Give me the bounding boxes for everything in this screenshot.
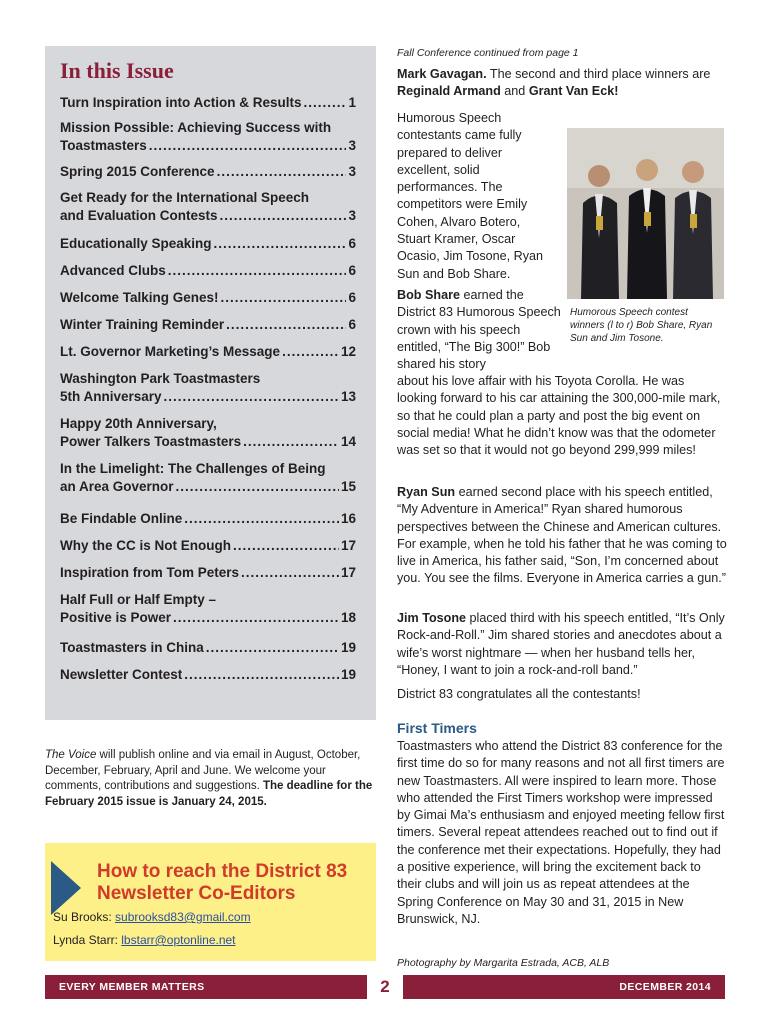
toc-page-number: 3 <box>348 208 356 223</box>
editor-lynda-starr <box>53 933 236 947</box>
toc-item[interactable] <box>60 370 356 406</box>
toc-item-label: Power Talkers Toastmasters <box>60 434 242 449</box>
toc-line <box>60 137 356 155</box>
toc-item[interactable] <box>60 639 356 657</box>
article-intro <box>397 66 727 101</box>
name-reginald-armand: Reginald Armand <box>397 84 501 99</box>
toc-page-number: 3 <box>348 164 356 179</box>
toc-page-number: 17 <box>340 538 356 553</box>
name-grant-van-eck: Grant Van Eck! <box>528 84 619 99</box>
ryan-sun-paragraph <box>397 484 727 588</box>
toc-page-number: 12 <box>340 344 356 359</box>
toc-item-label: Toastmasters <box>60 138 147 153</box>
toc-item-label: Inspiration from Tom Peters <box>60 565 240 580</box>
toc-page-number: 14 <box>340 434 356 449</box>
toc-page-number: 6 <box>348 263 356 278</box>
toc-line <box>60 415 356 433</box>
contact-box <box>45 843 376 961</box>
editor-name: Su Brooks: <box>53 910 116 924</box>
toc-leader-dots <box>214 235 347 253</box>
toc-line <box>60 94 356 112</box>
toc-item-label: Be Findable Online <box>60 511 183 526</box>
toc-line <box>60 639 356 657</box>
footer-tagline: EVERY MEMBER MATTERS <box>59 981 205 993</box>
toc-item-label: and Evaluation Contests <box>60 208 218 223</box>
toc-leader-dots <box>173 609 339 627</box>
publication-note <box>45 748 375 810</box>
email-link-lynda-starr[interactable]: lbstarr@optonline.net <box>121 933 236 947</box>
jim-tosone-text: placed third with his speech entitled, “It’s Only Rock-and-Roll.” Jim shared stories and anecdotes about a wife’s worst nightmare — when her husband tells her, “Honey, I want to join a rock-and-roll band.” <box>397 611 725 677</box>
toc-leader-dots <box>220 207 347 225</box>
photo-illustration <box>567 128 724 299</box>
toc-leader-dots <box>184 510 339 528</box>
toc-item-label: Lt. Governor Marketing’s Message <box>60 344 281 359</box>
toc-leader-dots <box>221 289 347 307</box>
name-jim-tosone: Jim Tosone <box>397 611 467 625</box>
contact-title-line2: Newsletter Co-Editors <box>97 883 296 904</box>
publication-name: The Voice <box>45 749 97 761</box>
toc-item-label: 5th Anniversary <box>60 389 162 404</box>
toc-page-number: 1 <box>348 95 356 110</box>
intro-and: and <box>500 84 529 99</box>
toc-item[interactable] <box>60 343 356 361</box>
toc-leader-dots <box>233 537 339 555</box>
toc-item[interactable] <box>60 415 356 451</box>
toc-item[interactable] <box>60 510 356 528</box>
toc-item[interactable] <box>60 591 356 627</box>
toc-line <box>60 235 356 253</box>
toc-item[interactable] <box>60 235 356 253</box>
toc-page-number: 3 <box>348 138 356 153</box>
toc-item[interactable] <box>60 666 356 684</box>
congratulations-line: District 83 congratulates all the contestants! <box>397 687 641 701</box>
toc-item[interactable] <box>60 262 356 280</box>
toc-item-label: Toastmasters in China <box>60 640 204 655</box>
bob-share-paragraph-start <box>397 287 562 373</box>
humorous-paragraph: Humorous Speech contestants came fully prepared to deliver excellent, solid performances. The competitors were Emily Cohen, Alvaro Botero, Stuart Kramer, Oscar Ocasio, Jim Tosone, Ryan Sun and Bob Share. <box>397 111 544 281</box>
toc-item[interactable] <box>60 460 356 496</box>
toc-item-label: Half Full or Half Empty – <box>60 592 217 607</box>
toc-leader-dots <box>226 316 346 334</box>
contact-title-line1: How to reach the District 83 <box>97 861 348 882</box>
photo-credit: Photography by Margarita Estrada, ACB, ALB <box>397 957 610 969</box>
toc-item-label: Why the CC is Not Enough <box>60 538 231 553</box>
toc-line <box>60 207 356 225</box>
toc-line <box>60 460 356 478</box>
toc-page-number: 6 <box>348 236 356 251</box>
footer-issue-date: DECEMBER 2014 <box>619 981 711 993</box>
toc-item-label: Positive is Power <box>60 610 172 625</box>
bob-share-paragraph-end: about his love affair with his Toyota Corolla. He was looking forward to his car attaining the 300,000-mile mark, so that he could plan a party and post the big event on social media! What he didn’t know was that the odometer was set so that it would not go beyond 299,999 miles! <box>397 374 721 458</box>
toc-leader-dots <box>149 137 347 155</box>
toc-item-label: Educationally Speaking <box>60 236 212 251</box>
toc-line <box>60 316 356 334</box>
editor-name: Lynda Starr: <box>53 933 122 947</box>
toc-leader-dots <box>184 666 339 684</box>
toc-leader-dots <box>176 478 339 496</box>
toc-leader-dots <box>206 639 339 657</box>
toc-item-label: Washington Park Toastmasters <box>60 371 261 386</box>
toc-item-label: Spring 2015 Conference <box>60 164 215 179</box>
toc-item[interactable] <box>60 289 356 307</box>
toc-item[interactable] <box>60 189 356 225</box>
publication-text: will publish online and via email in August, October, December, February, April and June. We welcome your comments, contributions and suggestions. <box>45 749 361 792</box>
toc-item-label: Welcome Talking Genes! <box>60 290 219 305</box>
name-ryan-sun: Ryan Sun <box>397 485 456 499</box>
table-of-contents <box>45 46 376 720</box>
toc-leader-dots <box>304 94 347 112</box>
toc-title: In this Issue <box>60 58 174 83</box>
continued-note: Fall Conference continued from page 1 <box>397 47 579 59</box>
toc-leader-dots <box>164 388 339 406</box>
contact-title <box>97 861 372 905</box>
bob-share-text: earned the District 83 Humorous Speech crown with his speech entitled, “The Big 300!” Bob shared his story <box>397 288 561 372</box>
toc-page-number: 15 <box>340 479 356 494</box>
toc-item-label: Winter Training Reminder <box>60 317 225 332</box>
toc-line <box>60 510 356 528</box>
toc-item[interactable] <box>60 119 356 155</box>
toc-line <box>60 564 356 582</box>
toc-line <box>60 666 356 684</box>
toc-line <box>60 163 356 181</box>
name-mark-gavagan: Mark Gavagan. <box>397 67 487 81</box>
toc-leader-dots <box>241 564 339 582</box>
toc-item-label: Get Ready for the International Speech <box>60 190 310 205</box>
intro-text: The second and third place winners are <box>486 67 711 81</box>
toc-page-number: 6 <box>348 317 356 332</box>
toc-line <box>60 537 356 555</box>
page-number: 2 <box>367 973 403 1001</box>
photo-caption: Humorous Speech contest winners (l to r) Bob Share, Ryan Sun and Jim Tosone. <box>570 307 713 344</box>
toc-page-number: 17 <box>340 565 356 580</box>
toc-leader-dots <box>217 163 347 181</box>
toc-line <box>60 262 356 280</box>
toc-page-number: 19 <box>340 640 356 655</box>
ryan-sun-text: earned second place with his speech entitled, “My Adventure in America!” Ryan shared humorous perspectives between the Chinese and American cultures. For example, when he told his father that he was coming to live in America, his father said, “Son, I’m concerned about you. You see the films. Everyone in America carries a gun.” <box>397 485 727 586</box>
toc-page-number: 13 <box>340 389 356 404</box>
toc-item-label: Turn Inspiration into Action & Results <box>60 95 302 110</box>
toc-line <box>60 189 356 207</box>
toc-page-number: 18 <box>340 610 356 625</box>
toc-line <box>60 591 356 609</box>
arrow-icon <box>51 861 81 915</box>
contest-winners-photo <box>567 128 724 299</box>
toc-line <box>60 289 356 307</box>
deadline-text: The deadline for the February 2015 issue is January 24, 2015. <box>45 780 373 808</box>
first-timers-paragraph: Toastmasters who attend the District 83 conference for the first time do so for many reasons and not all first timers are new Toastmasters. All were inspired to learn more. Those who attended the First Timers workshop were impressed by Gimai Ma’s enthusiasm and enjoyed meeting fellow first timers. Several repeat attendees reached out to find out if the conference met their expectations. Hopefully, they had a positive experience, will bring the excitement back to their clubs and will join us as repeat attendees at the Spring Conference on May 30 and 31, 2015 in New Brunswick, NJ. <box>397 739 725 926</box>
toc-item[interactable] <box>60 163 356 181</box>
page-footer <box>45 975 725 999</box>
toc-item-label: Advanced Clubs <box>60 263 166 278</box>
email-link-su-brooks[interactable]: subrooksd83@gmail.com <box>115 910 251 924</box>
toc-item[interactable] <box>60 316 356 334</box>
toc-item-label: Newsletter Contest <box>60 667 183 682</box>
toc-item-label: In the Limelight: The Challenges of Being <box>60 461 326 476</box>
toc-line <box>60 343 356 361</box>
toc-item[interactable] <box>60 564 356 582</box>
editor-su-brooks <box>53 910 251 924</box>
toc-line <box>60 370 356 388</box>
toc-item-label: an Area Governor <box>60 479 174 494</box>
toc-line <box>60 609 356 627</box>
jim-tosone-paragraph <box>397 610 727 679</box>
toc-leader-dots <box>168 262 347 280</box>
toc-leader-dots <box>243 433 339 451</box>
toc-item[interactable] <box>60 537 356 555</box>
toc-page-number: 19 <box>340 667 356 682</box>
toc-item[interactable] <box>60 94 356 112</box>
toc-page-number: 16 <box>340 511 356 526</box>
name-bob-share: Bob Share <box>397 288 460 302</box>
toc-line <box>60 478 356 496</box>
toc-line <box>60 433 356 451</box>
toc-leader-dots <box>282 343 339 361</box>
toc-line <box>60 388 356 406</box>
toc-page-number: 6 <box>348 290 356 305</box>
first-timers-heading: First Timers <box>397 720 477 736</box>
toc-item-label: Happy 20th Anniversary, <box>60 416 217 431</box>
toc-item-label: Mission Possible: Achieving Success with <box>60 120 332 135</box>
toc-line <box>60 119 356 137</box>
